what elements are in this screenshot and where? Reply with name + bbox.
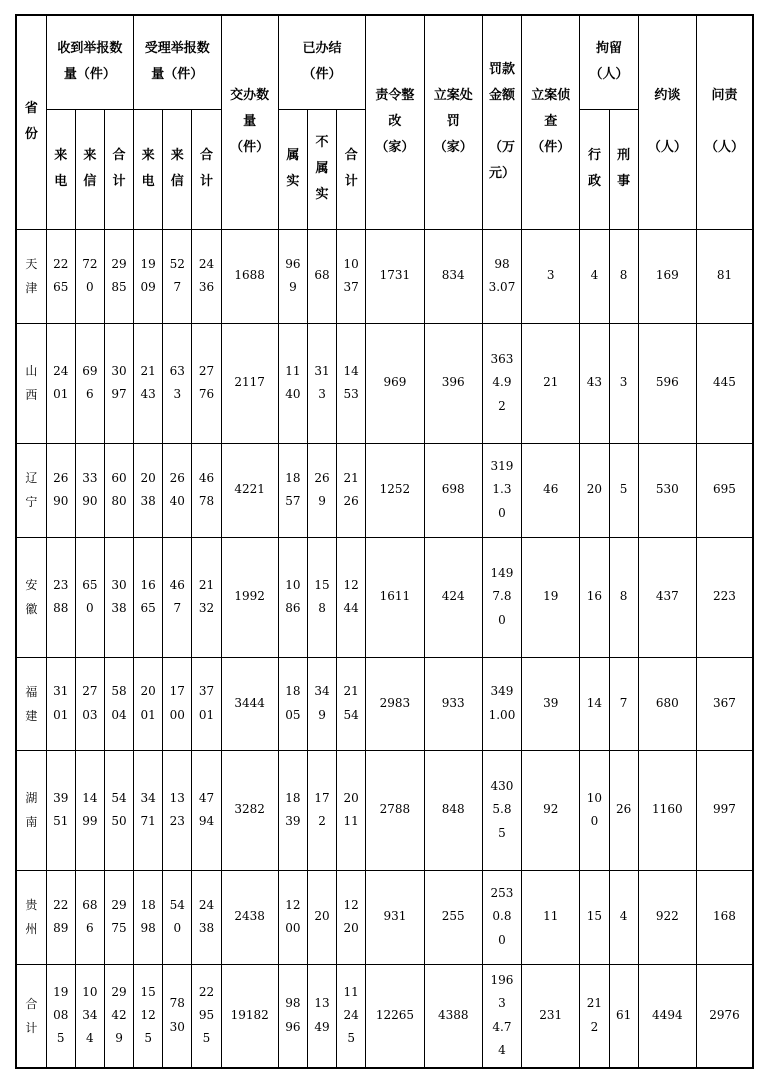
cell-done-true: 12 00 bbox=[278, 870, 307, 964]
cell-interview: 596 bbox=[638, 323, 696, 443]
cell-received-phone: 19 08 5 bbox=[46, 964, 75, 1068]
cell-received-phone: 26 90 bbox=[46, 443, 75, 537]
cell-received-phone: 39 51 bbox=[46, 750, 75, 870]
cell-received-total: 60 80 bbox=[104, 443, 133, 537]
cell-accepted-total: 24 38 bbox=[192, 870, 221, 964]
cell-penalty: 848 bbox=[424, 750, 482, 870]
cell-province: 湖 南 bbox=[16, 750, 46, 870]
cell-investigate: 19 bbox=[522, 537, 580, 657]
header-row-1 bbox=[16, 15, 753, 109]
cell-province: 天 津 bbox=[16, 229, 46, 323]
cell-accepted-phone: 16 65 bbox=[134, 537, 163, 657]
cell-done-not-true: 26 9 bbox=[307, 443, 336, 537]
cell-detain-admin: 4 bbox=[580, 229, 609, 323]
cell-rectify: 931 bbox=[366, 870, 424, 964]
cell-received-letter: 69 6 bbox=[75, 323, 104, 443]
cell-received-phone: 31 01 bbox=[46, 657, 75, 750]
cell-penalty: 933 bbox=[424, 657, 482, 750]
cell-rectify: 1731 bbox=[366, 229, 424, 323]
table-row bbox=[16, 657, 753, 750]
cell-received-total: 29 75 bbox=[104, 870, 133, 964]
header-done-group: 已办结 （件） bbox=[278, 15, 365, 109]
cell-detain-admin: 16 bbox=[580, 537, 609, 657]
cell-assigned: 3282 bbox=[221, 750, 278, 870]
cell-accepted-phone: 20 01 bbox=[134, 657, 163, 750]
table-row bbox=[16, 323, 753, 443]
cell-accepted-total: 37 01 bbox=[192, 657, 221, 750]
cell-detain-admin: 15 bbox=[580, 870, 609, 964]
cell-detain-admin: 14 bbox=[580, 657, 609, 750]
cell-detain-criminal: 8 bbox=[609, 537, 638, 657]
header-investigate: 立案侦 查 （件） bbox=[522, 15, 580, 229]
cell-accepted-letter: 78 30 bbox=[163, 964, 192, 1068]
cell-received-total: 30 38 bbox=[104, 537, 133, 657]
cell-fine: 319 1.3 0 bbox=[482, 443, 521, 537]
cell-interview: 922 bbox=[638, 870, 696, 964]
cell-rectify: 2788 bbox=[366, 750, 424, 870]
header-fine: 罚款 金额 （万 元） bbox=[482, 15, 521, 229]
cell-penalty: 255 bbox=[424, 870, 482, 964]
cell-accepted-total: 24 36 bbox=[192, 229, 221, 323]
table-body bbox=[16, 15, 753, 1068]
cell-received-total: 29 42 9 bbox=[104, 964, 133, 1068]
cell-penalty: 396 bbox=[424, 323, 482, 443]
cell-fine: 430 5.8 5 bbox=[482, 750, 521, 870]
cell-penalty: 698 bbox=[424, 443, 482, 537]
cell-province: 山 西 bbox=[16, 323, 46, 443]
cell-fine: 363 4.9 2 bbox=[482, 323, 521, 443]
cell-done-not-true: 17 2 bbox=[307, 750, 336, 870]
cell-rectify: 1611 bbox=[366, 537, 424, 657]
cell-done-not-true: 15 8 bbox=[307, 537, 336, 657]
cell-done-total: 12 44 bbox=[337, 537, 366, 657]
cell-accepted-phone: 15 12 5 bbox=[134, 964, 163, 1068]
cell-accountability: 997 bbox=[696, 750, 753, 870]
cell-received-letter: 72 0 bbox=[75, 229, 104, 323]
cell-received-letter: 27 03 bbox=[75, 657, 104, 750]
cell-investigate: 21 bbox=[522, 323, 580, 443]
cell-accepted-total: 47 94 bbox=[192, 750, 221, 870]
cell-done-not-true: 68 bbox=[307, 229, 336, 323]
cell-done-total: 10 37 bbox=[337, 229, 366, 323]
table-row bbox=[16, 870, 753, 964]
header-assigned: 交办数 量 （件） bbox=[221, 15, 278, 229]
cell-detain-admin: 20 bbox=[580, 443, 609, 537]
cell-accepted-phone: 20 38 bbox=[134, 443, 163, 537]
cell-accepted-letter: 13 23 bbox=[163, 750, 192, 870]
cell-penalty: 834 bbox=[424, 229, 482, 323]
cell-accountability: 81 bbox=[696, 229, 753, 323]
cell-rectify: 969 bbox=[366, 323, 424, 443]
header-detain-group: 拘留 （人） bbox=[580, 15, 638, 109]
cell-province: 安 徽 bbox=[16, 537, 46, 657]
cell-done-true: 10 86 bbox=[278, 537, 307, 657]
cell-received-total: 29 85 bbox=[104, 229, 133, 323]
cell-accountability: 223 bbox=[696, 537, 753, 657]
cell-received-letter: 10 34 4 bbox=[75, 964, 104, 1068]
cell-detain-criminal: 4 bbox=[609, 870, 638, 964]
cell-interview: 530 bbox=[638, 443, 696, 537]
cell-accepted-total: 27 76 bbox=[192, 323, 221, 443]
cell-province: 贵 州 bbox=[16, 870, 46, 964]
cell-done-total: 12 20 bbox=[337, 870, 366, 964]
header-done-not-true: 不 属 实 bbox=[307, 109, 336, 229]
header-detain-admin: 行 政 bbox=[580, 109, 609, 229]
cell-province: 福 建 bbox=[16, 657, 46, 750]
cell-received-letter: 33 90 bbox=[75, 443, 104, 537]
cell-investigate: 46 bbox=[522, 443, 580, 537]
cell-accepted-letter: 54 0 bbox=[163, 870, 192, 964]
cell-detain-criminal: 61 bbox=[609, 964, 638, 1068]
cell-penalty: 424 bbox=[424, 537, 482, 657]
cell-accepted-phone: 34 71 bbox=[134, 750, 163, 870]
table-row bbox=[16, 537, 753, 657]
cell-done-true: 18 57 bbox=[278, 443, 307, 537]
cell-done-true: 11 40 bbox=[278, 323, 307, 443]
header-done-total: 合 计 bbox=[337, 109, 366, 229]
cell-interview: 1160 bbox=[638, 750, 696, 870]
cell-investigate: 39 bbox=[522, 657, 580, 750]
cell-province: 辽 宁 bbox=[16, 443, 46, 537]
cell-received-letter: 68 6 bbox=[75, 870, 104, 964]
cell-interview: 680 bbox=[638, 657, 696, 750]
header-accepted-group: 受理举报数 量（件） bbox=[134, 15, 221, 109]
cell-detain-criminal: 8 bbox=[609, 229, 638, 323]
cell-received-letter: 65 0 bbox=[75, 537, 104, 657]
table-row bbox=[16, 229, 753, 323]
cell-rectify: 12265 bbox=[366, 964, 424, 1068]
cell-done-true: 18 39 bbox=[278, 750, 307, 870]
cell-received-total: 54 50 bbox=[104, 750, 133, 870]
cell-done-true: 18 05 bbox=[278, 657, 307, 750]
header-province: 省 份 bbox=[16, 15, 46, 229]
cell-done-true: 96 9 bbox=[278, 229, 307, 323]
cell-interview: 4494 bbox=[638, 964, 696, 1068]
cell-accepted-letter: 17 00 bbox=[163, 657, 192, 750]
table-row bbox=[16, 443, 753, 537]
cell-received-total: 58 04 bbox=[104, 657, 133, 750]
cell-accepted-letter: 46 7 bbox=[163, 537, 192, 657]
cell-province: 合 计 bbox=[16, 964, 46, 1068]
cell-received-total: 30 97 bbox=[104, 323, 133, 443]
cell-penalty: 4388 bbox=[424, 964, 482, 1068]
header-done-true: 属 实 bbox=[278, 109, 307, 229]
statistics-table bbox=[15, 14, 754, 1069]
header-received-total: 合 计 bbox=[104, 109, 133, 229]
cell-accountability: 445 bbox=[696, 323, 753, 443]
cell-investigate: 11 bbox=[522, 870, 580, 964]
cell-investigate: 231 bbox=[522, 964, 580, 1068]
cell-accepted-total: 21 32 bbox=[192, 537, 221, 657]
cell-accepted-letter: 63 3 bbox=[163, 323, 192, 443]
cell-received-phone: 23 88 bbox=[46, 537, 75, 657]
cell-done-total: 14 53 bbox=[337, 323, 366, 443]
cell-assigned: 19182 bbox=[221, 964, 278, 1068]
cell-assigned: 1992 bbox=[221, 537, 278, 657]
header-accepted-phone: 来 电 bbox=[134, 109, 163, 229]
cell-detain-admin: 10 0 bbox=[580, 750, 609, 870]
cell-rectify: 2983 bbox=[366, 657, 424, 750]
cell-received-phone: 24 01 bbox=[46, 323, 75, 443]
cell-accepted-phone: 19 09 bbox=[134, 229, 163, 323]
cell-received-phone: 22 65 bbox=[46, 229, 75, 323]
cell-detain-admin: 43 bbox=[580, 323, 609, 443]
cell-rectify: 1252 bbox=[366, 443, 424, 537]
cell-investigate: 3 bbox=[522, 229, 580, 323]
cell-done-total: 21 54 bbox=[337, 657, 366, 750]
cell-accepted-phone: 21 43 bbox=[134, 323, 163, 443]
cell-done-not-true: 34 9 bbox=[307, 657, 336, 750]
cell-interview: 437 bbox=[638, 537, 696, 657]
cell-done-not-true: 13 49 bbox=[307, 964, 336, 1068]
header-accepted-letter: 来 信 bbox=[163, 109, 192, 229]
header-received-phone: 来 电 bbox=[46, 109, 75, 229]
header-interview: 约谈 （人） bbox=[638, 15, 696, 229]
header-penalty: 立案处 罚 （家） bbox=[424, 15, 482, 229]
cell-investigate: 92 bbox=[522, 750, 580, 870]
header-accountability: 问责 （人） bbox=[696, 15, 753, 229]
cell-fine: 98 3.07 bbox=[482, 229, 521, 323]
cell-fine: 253 0.8 0 bbox=[482, 870, 521, 964]
cell-assigned: 2117 bbox=[221, 323, 278, 443]
cell-done-total: 20 11 bbox=[337, 750, 366, 870]
cell-assigned: 2438 bbox=[221, 870, 278, 964]
header-rectify: 责令整 改 （家） bbox=[366, 15, 424, 229]
cell-assigned: 1688 bbox=[221, 229, 278, 323]
table-row bbox=[16, 750, 753, 870]
cell-done-total: 11 24 5 bbox=[337, 964, 366, 1068]
cell-assigned: 3444 bbox=[221, 657, 278, 750]
cell-detain-criminal: 7 bbox=[609, 657, 638, 750]
cell-accountability: 168 bbox=[696, 870, 753, 964]
cell-accepted-phone: 18 98 bbox=[134, 870, 163, 964]
cell-fine: 349 1.00 bbox=[482, 657, 521, 750]
cell-detain-admin: 21 2 bbox=[580, 964, 609, 1068]
cell-accountability: 2976 bbox=[696, 964, 753, 1068]
cell-fine: 149 7.8 0 bbox=[482, 537, 521, 657]
header-accepted-total: 合 计 bbox=[192, 109, 221, 229]
table-row-total bbox=[16, 964, 753, 1068]
cell-accepted-total: 22 95 5 bbox=[192, 964, 221, 1068]
cell-interview: 169 bbox=[638, 229, 696, 323]
cell-done-total: 21 26 bbox=[337, 443, 366, 537]
header-received-group: 收到举报数 量（件） bbox=[46, 15, 133, 109]
cell-received-phone: 22 89 bbox=[46, 870, 75, 964]
cell-detain-criminal: 5 bbox=[609, 443, 638, 537]
cell-accepted-total: 46 78 bbox=[192, 443, 221, 537]
cell-accountability: 695 bbox=[696, 443, 753, 537]
header-detain-criminal: 刑 事 bbox=[609, 109, 638, 229]
cell-fine: 196 3 4.7 4 bbox=[482, 964, 521, 1068]
cell-done-not-true: 31 3 bbox=[307, 323, 336, 443]
cell-assigned: 4221 bbox=[221, 443, 278, 537]
header-received-letter: 来 信 bbox=[75, 109, 104, 229]
cell-detain-criminal: 26 bbox=[609, 750, 638, 870]
cell-accepted-letter: 26 40 bbox=[163, 443, 192, 537]
cell-detain-criminal: 3 bbox=[609, 323, 638, 443]
cell-done-true: 98 96 bbox=[278, 964, 307, 1068]
cell-accountability: 367 bbox=[696, 657, 753, 750]
cell-done-not-true: 20 bbox=[307, 870, 336, 964]
cell-received-letter: 14 99 bbox=[75, 750, 104, 870]
cell-accepted-letter: 52 7 bbox=[163, 229, 192, 323]
